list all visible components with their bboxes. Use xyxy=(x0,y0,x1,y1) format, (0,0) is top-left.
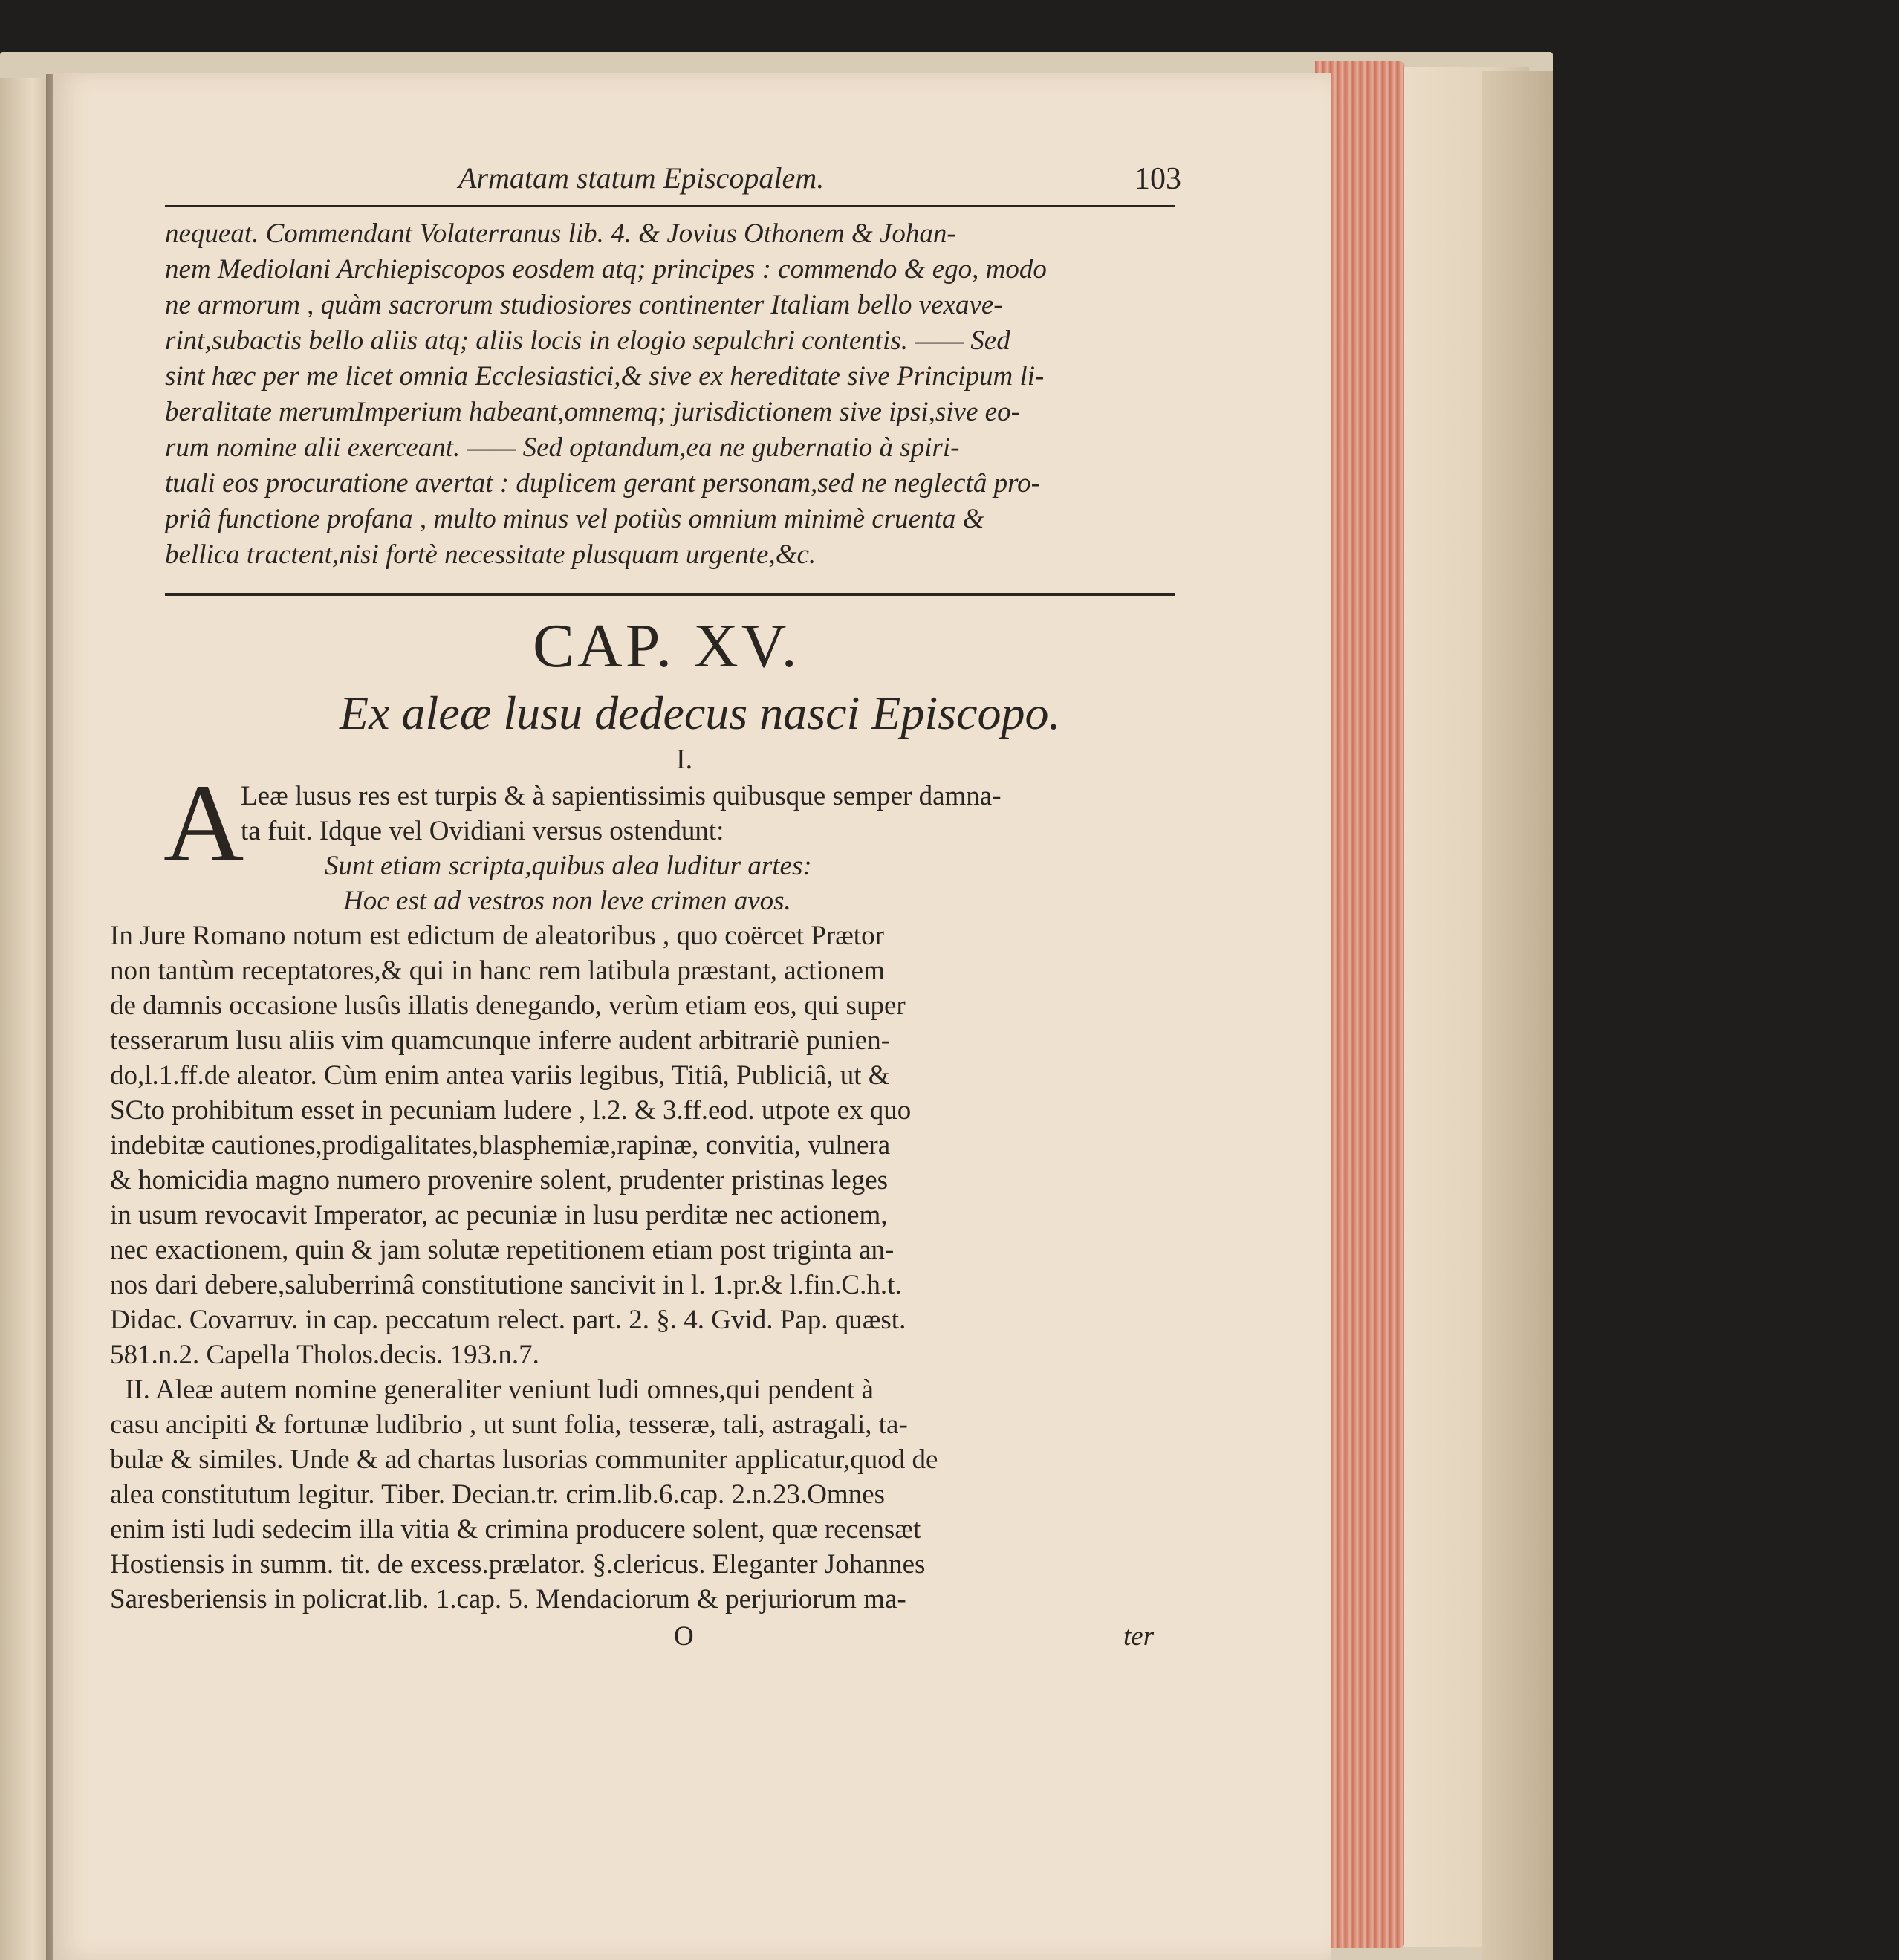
quote-line: nequeat. Commendant Volaterranus lib. 4. & Jovius Othonem & Johan- xyxy=(165,218,956,249)
catchword: ter xyxy=(1123,1621,1155,1652)
signature-mark: O xyxy=(674,1621,694,1652)
body-line: ta fuit. Idque vel Ovidiani versus ostendunt: xyxy=(241,816,724,846)
body-line: Saresberiensis in policrat.lib. 1.cap. 5. Mendaciorum & perjuriorum ma- xyxy=(110,1584,906,1615)
chapter-subtitle: Ex aleæ lusu dedecus nasci Episcopo. xyxy=(340,687,1061,739)
book-page xyxy=(53,73,1331,1960)
body-line: bulæ & similes. Unde & ad chartas lusorias communiter applicatur,quod de xyxy=(110,1444,938,1475)
drop-cap: A xyxy=(163,762,244,885)
body-line: 581.n.2. Capella Tholos.decis. 193.n.7. xyxy=(110,1340,539,1370)
header-rule xyxy=(165,205,1175,207)
quote-line: rint,subactis bello aliis atq; aliis locis in elogio sepulchri contentis. —— Sed xyxy=(165,325,1010,356)
quote-line: nem Mediolani Archiepiscopos eosdem atq; principes : commendo & ego, modo xyxy=(165,254,1047,285)
quote-line: priâ functione profana , multo minus vel potiùs omnium minimè cruenta & xyxy=(165,504,984,534)
body-line: enim isti ludi sedecim illa vitia & crimina producere solent, quæ recensæt xyxy=(110,1514,921,1545)
body-line: SCto prohibitum esset in pecuniam ludere , l.2. & 3.ff.eod. utpote ex quo xyxy=(110,1095,912,1126)
section-number: I. xyxy=(676,744,693,775)
body-line: & homicidia magno numero provenire solent, prudenter pristinas leges xyxy=(110,1165,889,1195)
body-line: tesserarum lusu aliis vim quamcunque inferre audent arbitrariè punien- xyxy=(110,1025,891,1056)
quote-line: bellica tractent,nisi fortè necessitate plusquam urgente,&c. xyxy=(165,539,817,570)
body-line: indebitæ cautiones,prodigalitates,blasphemiæ,rapinæ, convitia, vulnera xyxy=(110,1130,891,1161)
body-line: alea constitutum legitur. Tiber. Decian.tr. crim.lib.6.cap. 2.n.23.Omnes xyxy=(110,1479,886,1510)
quote-line: beralitate merumImperium habeant,omnemq; jurisdictionem sive ipsi,sive eo- xyxy=(165,397,1020,427)
body-line: Leæ lusus res est turpis & à sapientissimis quibusque semper damna- xyxy=(241,781,1002,811)
body-line: nos dari debere,saluberrimâ constitutione sancivit in l. 1.pr.& l.fin.C.h.t. xyxy=(110,1270,902,1300)
quote-line: rum nomine alii exerceant. —— Sed optandum,ea ne gubernatio à spiri- xyxy=(165,432,960,463)
body-line: casu ancipiti & fortunæ ludibrio , ut sunt folia, tesseræ, tali, astragali, ta- xyxy=(110,1409,908,1440)
page-number: 103 xyxy=(1134,162,1181,196)
quote-line: sint hæc per me licet omnia Ecclesiastici,& sive ex hereditate sive Principum li- xyxy=(165,361,1045,392)
quote-line: tuali eos procuratione avertat : duplicem gerant personam,sed ne neglectâ pro- xyxy=(165,468,1040,499)
body-line: Hostiensis in summ. tit. de excess.prælator. §.clericus. Eleganter Johannes xyxy=(110,1549,926,1580)
cover-edge xyxy=(1482,71,1553,1960)
quote-line: ne armorum , quàm sacrorum studiosiores continenter Italiam bello vexave- xyxy=(165,290,1003,320)
running-head: Armatam statum Episcopalem. xyxy=(458,161,825,195)
body-line: de damnis occasione lusûs illatis denegando, verùm etiam eos, qui super xyxy=(110,990,906,1021)
body-line: II. Aleæ autem nomine generaliter veniunt ludi omnes,qui pendent à xyxy=(125,1375,874,1405)
section-rule xyxy=(165,593,1175,596)
verse-line: Hoc est ad vestros non leve crimen avos. xyxy=(343,886,791,916)
body-line: non tantùm receptatores,& qui in hanc rem latibula præstant, actionem xyxy=(110,955,885,986)
body-line: nec exactionem, quin & jam solutæ repetitionem etiam post triginta an- xyxy=(110,1235,895,1265)
chapter-title: CAP. XV. xyxy=(533,611,800,681)
body-line: In Jure Romano notum est edictum de aleatoribus , quo coërcet Prætor xyxy=(110,921,884,951)
verse-line: Sunt etiam scripta,quibus alea luditur artes: xyxy=(325,851,812,881)
body-line: in usum revocavit Imperator, ac pecuniæ in lusu perditæ nec actionem, xyxy=(110,1200,888,1230)
body-line: do,l.1.ff.de aleator. Cùm enim antea variis legibus, Titiâ, Publiciâ, ut & xyxy=(110,1060,890,1091)
body-line: Didac. Covarruv. in cap. peccatum relect. part. 2. §. 4. Gvid. Pap. quæst. xyxy=(110,1305,906,1335)
